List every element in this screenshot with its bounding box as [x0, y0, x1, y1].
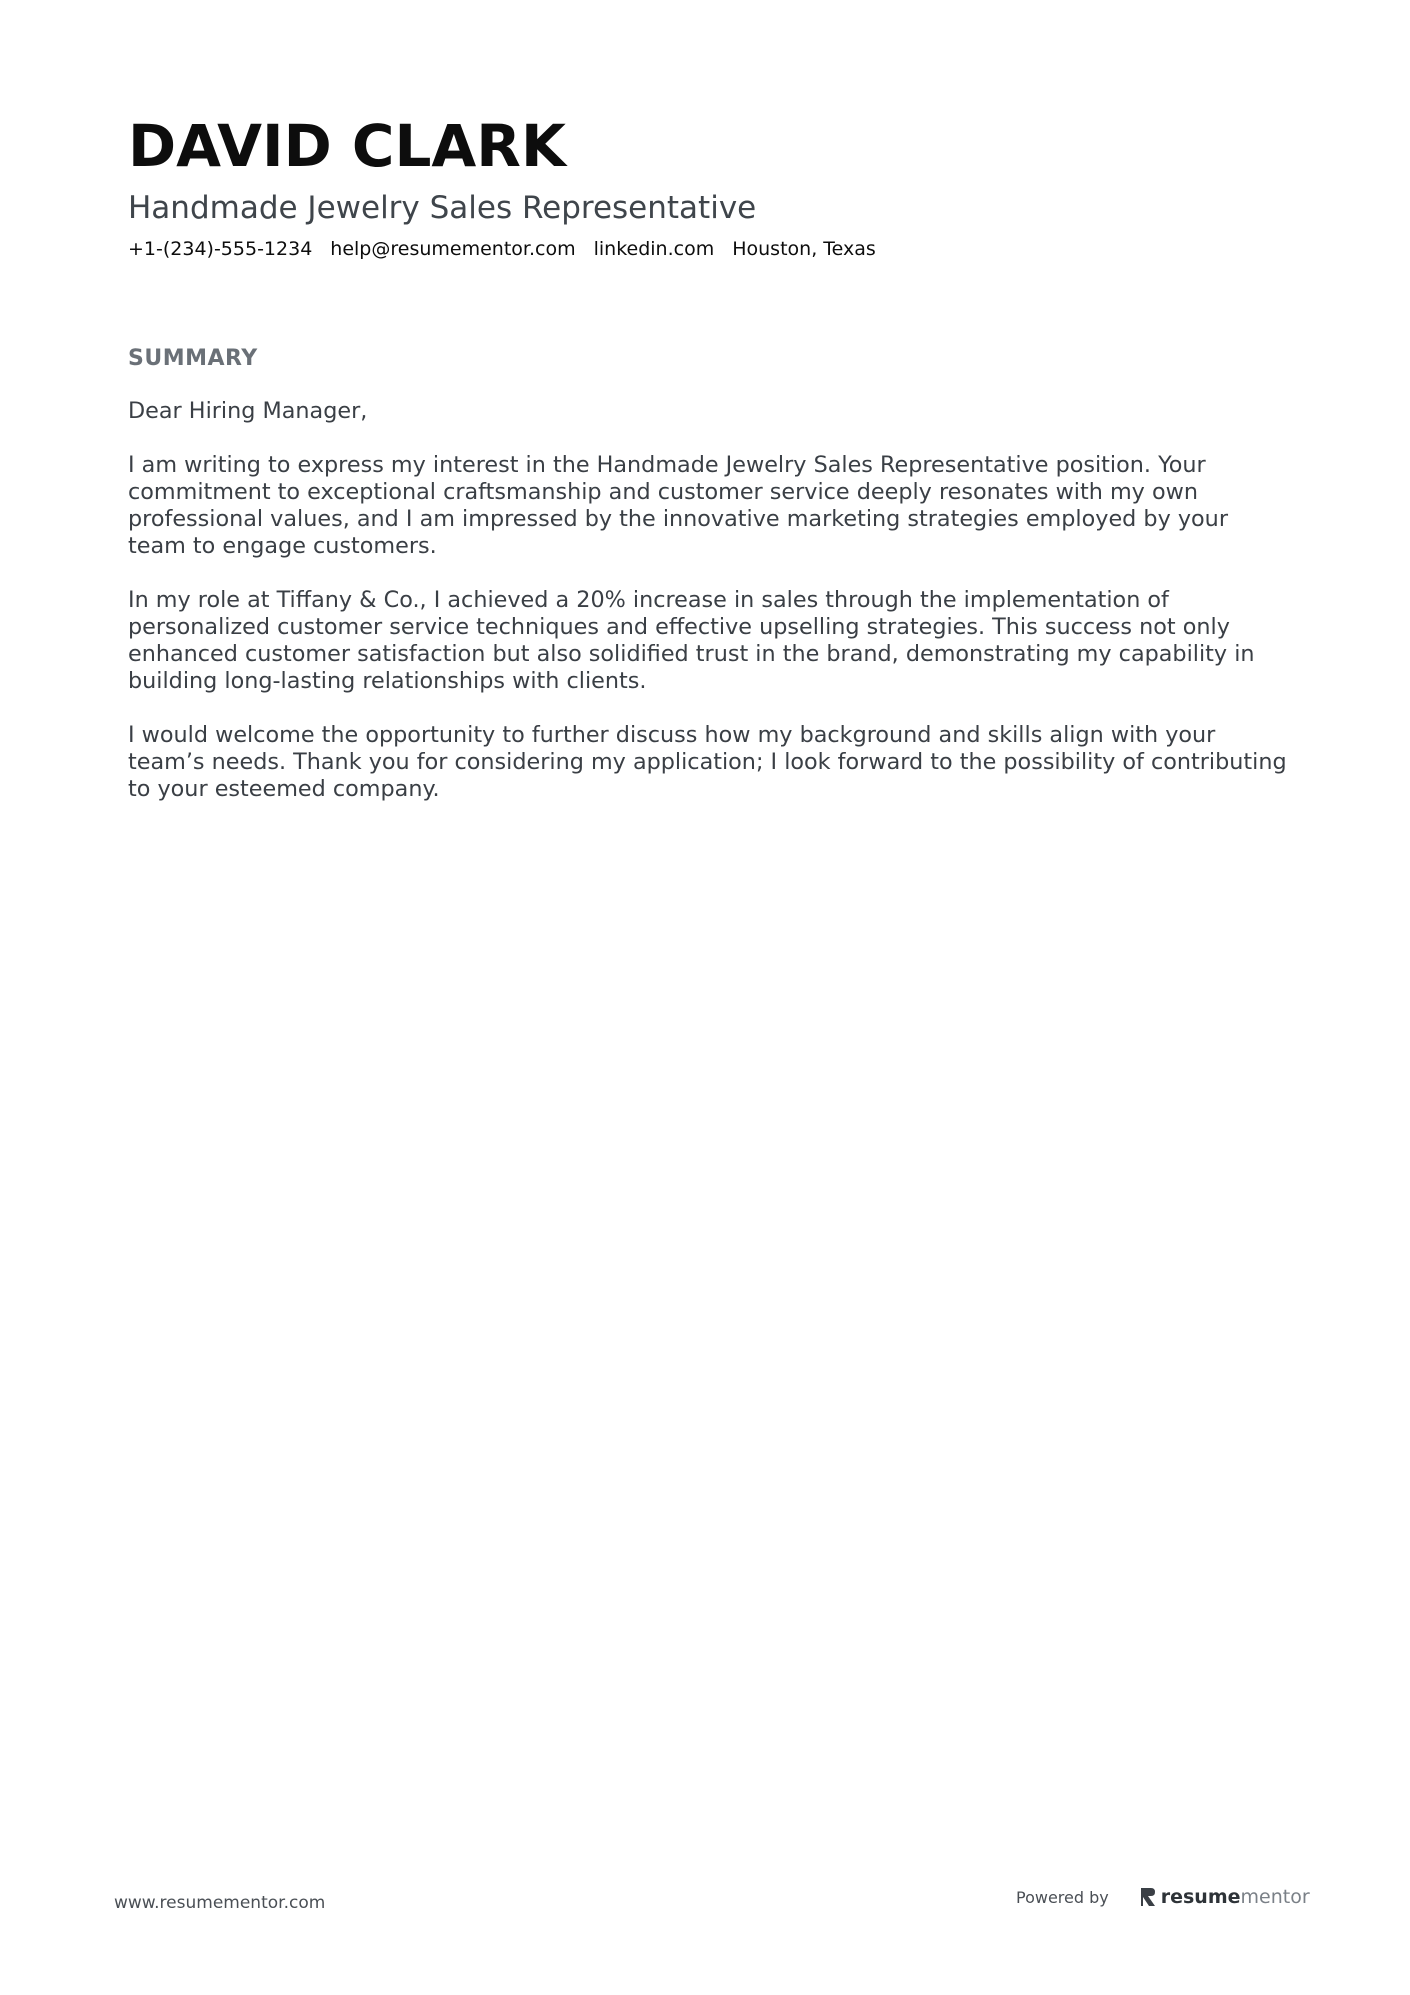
letter-paragraph: In my role at Tiffany & Co., I achieved a 20% increase in sales through the implementation of personalized customer service techniques and effective upselling strategies. This success not only enhanced customer satisfaction but also solidified trust in the brand, demonstrating my capability in building long-lasting relationships with clients. [128, 587, 1255, 694]
header [128, 112, 1288, 262]
summary-heading: SUMMARY [128, 346, 258, 371]
footer-branding [1016, 1886, 1310, 1908]
candidate-name: DAVID CLARK [128, 112, 566, 180]
brand-name-light: mentor [1240, 1886, 1310, 1908]
brand-logo [1139, 1886, 1310, 1908]
letter-paragraph: I am writing to express my interest in the Handmade Jewelry Sales Representative position. Your commitment to exceptional craftsmanship and customer service deeply resonates with my own professional values, and I am impressed by the innovative marketing strategies employed by your team to engage customers. [128, 452, 1228, 559]
cover-letter-body [128, 398, 1288, 830]
email-text: help@resumementor.com [330, 238, 576, 260]
resumementor-logo-icon [1139, 1886, 1157, 1908]
contact-line [128, 236, 1288, 262]
location-text: Houston, Texas [732, 238, 876, 260]
phone-text: +1-(234)-555-1234 [128, 238, 313, 260]
footer-website: www.resumementor.com [114, 1893, 326, 1913]
brand-name-bold: resume [1160, 1886, 1241, 1908]
letter-paragraph: I would welcome the opportunity to further discuss how my background and skills align with your team’s needs. Thank you for considering my application; I look forward to the possibility of contributing to your esteemed company. [128, 722, 1287, 802]
salutation: Dear Hiring Manager, [128, 398, 368, 424]
powered-by-text: Powered by [1016, 1887, 1109, 1907]
job-title: Handmade Jewelry Sales Representative [128, 190, 757, 226]
linkedin-text: linkedin.com [593, 238, 715, 260]
